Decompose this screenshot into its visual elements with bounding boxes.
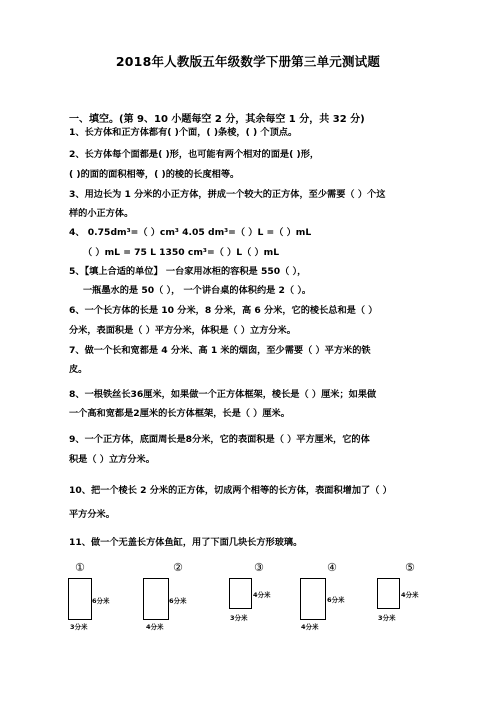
height-label: 6分米 [327, 596, 345, 604]
question-line: 一瓶墨水的是 50（ ）， 一个讲台桌的体积约是 2（ ）。 [83, 285, 312, 296]
glass-rectangle [229, 578, 252, 609]
figure-number: ② [173, 561, 183, 574]
width-label: 4分米 [146, 623, 164, 631]
glass-rectangle [300, 578, 326, 620]
question-line: 7、做一个长和宽都是 4 分米、高 1 米的烟囱，至少需要（ ）平方米的铁 [69, 345, 371, 356]
question-line: 9、一个正方体，底面周长是8分米，它的表面积是（ ）平方厘米，它的体 [69, 434, 370, 445]
height-label: 6分米 [92, 597, 110, 605]
question-line: ( )的面的面积相等，( )的棱的长度相等。 [69, 169, 240, 180]
question-line: 分米，表面积是（ ）平方分米，体积是（ ）立方分米。 [69, 325, 296, 336]
figure-number: ④ [327, 561, 337, 574]
width-label: 3分米 [70, 623, 88, 631]
width-label: 4分米 [301, 623, 319, 631]
question-line: 1、长方体和正方体都有( )个面，( )条棱，( ) 个顶点。 [69, 127, 298, 138]
figure-number: ③ [254, 561, 264, 574]
question-line: 4、 0.75dm³=（ ）cm³ 4.05 dm³=（ ）L =（ ）mL [69, 227, 312, 238]
question-line: 积是（ ）立方分米。 [69, 454, 155, 465]
height-label: 4分米 [253, 591, 271, 599]
question-line: 皮。 [69, 364, 88, 375]
question-line: 3、用边长为 1 分米的小正方体，拼成一个较大的正方体，至少需要（ ）个这 [69, 189, 386, 200]
page-title: 2018年人教版五年级数学下册第三单元测试题 [115, 54, 381, 69]
glass-rectangle [143, 578, 169, 620]
height-label: 4分米 [401, 591, 419, 599]
section-heading: 一、填空。(第 9、10 小题每空 2 分，其余每空 1 分，共 32 分) [69, 114, 365, 125]
width-label: 3分米 [230, 614, 248, 622]
question-line: （ ）mL = 75 L 1350 cm³=（ ）L（ ）mL [83, 247, 280, 258]
glass-rectangle [68, 578, 92, 620]
question-line: 5、【填上合适的单位】 一台家用冰柜的容积是 550（ ）， [69, 266, 307, 277]
width-label: 3分米 [378, 614, 396, 622]
glass-rectangle [377, 578, 400, 609]
figure-number: ① [75, 561, 85, 574]
question-line: 8、一根铁丝长36厘米，如果做一个正方体框架，棱长是（ ）厘米；如果做 [69, 389, 377, 400]
question-line: 样的小正方体。 [69, 208, 134, 219]
figure-number: ⑤ [405, 561, 415, 574]
question-line: 10、把一个棱长 2 分米的正方体，切成两个相等的长方体，表面积增加了（ ） [69, 485, 392, 496]
question-line: 2、长方体每个面都是( )形，也可能有两个相对的面是( )形， [69, 149, 320, 160]
question-line: 平方分米。 [69, 509, 115, 520]
question-line: 一个高和宽都是2厘米的长方体框架，长是（ ）厘米。 [69, 408, 290, 419]
question-line: 11、做一个无盖长方体鱼缸，用了下面几块长方形玻璃。 [69, 537, 303, 548]
height-label: 6分米 [169, 597, 187, 605]
question-line: 6、一个长方体的长是 10 分米，8 分米，高 6 分米，它的棱长总和是（ ） [69, 305, 378, 316]
